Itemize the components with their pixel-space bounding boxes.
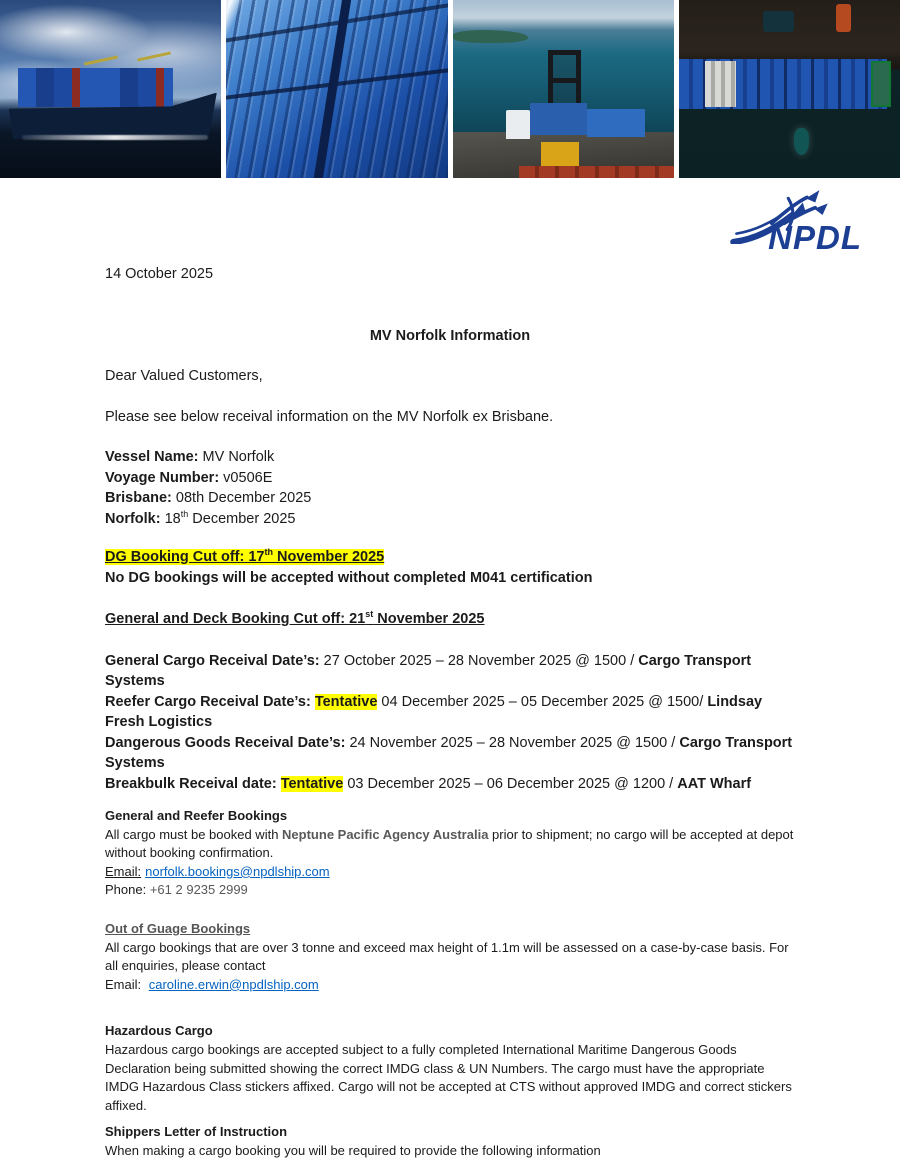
shippers-letter-body: When making a cargo booking you will be required to provide the following information <box>105 1142 601 1158</box>
general-deck-cutoff-ordinal-suffix: st <box>365 609 374 620</box>
reach-stacker-body <box>541 142 579 167</box>
ship-bridge <box>871 61 891 107</box>
email-label: Email: <box>105 976 145 992</box>
receival-label: General Cargo Receival Date’s: <box>105 652 324 669</box>
dg-cutoff-text: DG Booking Cut off: 17 <box>105 549 265 565</box>
brisbane-date-row <box>105 488 795 509</box>
receival-vendor: AAT Wharf <box>677 775 752 792</box>
dg-cutoff-text-rest: November 2025 <box>272 549 385 565</box>
tug-boat <box>794 128 809 155</box>
general-reefer-phone-row <box>105 881 795 900</box>
ship-hatch-covers <box>705 61 736 107</box>
dg-cutoff-block <box>105 547 795 588</box>
vessel-name-value: MV Norfolk <box>198 449 275 465</box>
out-of-gauge-email-row <box>105 976 795 995</box>
ship-crane <box>84 55 118 65</box>
receival-vendor: Cargo Transport Systems <box>105 734 793 771</box>
receival-vendor: Lindsay Fresh Logistics <box>105 693 763 730</box>
orange-crane <box>836 4 851 32</box>
receival-dates: 03 December 2025 – 06 December 2025 @ 1200 / <box>343 775 678 792</box>
general-reefer-email-row <box>105 863 795 882</box>
blue-container-trailer <box>587 109 645 137</box>
receival-row-reefer <box>105 692 795 733</box>
reach-stacker-mast-bar <box>548 78 581 83</box>
receival-dates: 24 November 2025 – 28 November 2025 @ 1500 / <box>349 734 680 751</box>
vessel-details <box>105 447 795 529</box>
receival-dates-block <box>105 651 795 795</box>
receival-row-breakbulk <box>105 774 795 795</box>
receival-label: Dangerous Goods Receival Date’s: <box>105 734 350 751</box>
wharf-truck-reach-stacker-photo <box>453 0 674 178</box>
red-container-roofs <box>519 166 674 178</box>
receival-dates: 04 December 2025 – 05 December 2025 @ 1500/ <box>377 693 708 710</box>
dg-cutoff-note: No DG bookings will be accepted without completed M041 certification <box>105 569 593 586</box>
brisbane-value: 08th December 2025 <box>171 490 312 506</box>
tentative-highlight: Tentative <box>314 693 378 710</box>
blue-container <box>530 103 588 135</box>
dg-cutoff-ordinal-suffix: th <box>264 547 273 558</box>
shippers-letter-heading: Shippers Letter of Instruction <box>105 1124 288 1140</box>
voyage-number-value: v0506E <box>219 469 273 486</box>
body-text: prior to shipment; no cargo will be accepted at depot without booking confirmation. <box>105 826 794 861</box>
bookings-email-link[interactable]: norfolk.bookings@npdlship.com <box>145 863 330 879</box>
tentative-highlight: Tentative <box>280 775 344 792</box>
norfolk-ordinal-suffix: th <box>180 508 189 519</box>
photo-banner <box>0 0 900 178</box>
vessel-name-label: Vessel Name: <box>105 449 199 465</box>
hazardous-cargo-section <box>105 1022 795 1115</box>
hazardous-cargo-body: Hazardous cargo bookings are accepted subject to a fully completed International Maritime Dangerous Goods Declaration being submitted showing the correct IMDG class & UN Numbers. The cargo must have the appropriate IMDG Hazardous Class stickers affixed. Cargo will not be accepted at CTS without approved IMDG and correct stickers affixed. <box>105 1041 792 1113</box>
receival-row-dangerous-goods <box>105 733 795 774</box>
hazardous-cargo-heading: Hazardous Cargo <box>105 1023 213 1039</box>
stacked-blue-containers-photo <box>226 0 447 178</box>
out-of-gauge-body: All cargo bookings that are over 3 tonne and exceed max height of 1.1m will be assessed on a case-by-case basis. For all enquiries, please contact <box>105 939 789 974</box>
vessel-name-row <box>105 447 795 468</box>
salutation: Dear Valued Customers, <box>105 368 263 384</box>
norfolk-value-rest: December 2025 <box>188 510 296 527</box>
receival-label: Breakbulk Receival date: <box>105 775 281 792</box>
truck-cab <box>506 110 530 138</box>
norfolk-date-row <box>105 509 795 530</box>
receival-row-general <box>105 651 795 692</box>
npdl-logo-text: NPDL <box>768 219 862 256</box>
ship-container-stacks <box>18 68 173 107</box>
out-of-gauge-heading: Out of Guage Bookings <box>105 920 251 936</box>
general-deck-cutoff-text-rest: November 2025 <box>373 611 485 627</box>
dg-cutoff-highlight <box>105 549 384 565</box>
shippers-letter-section <box>105 1123 795 1160</box>
wharf-machinery <box>763 11 794 32</box>
general-deck-cutoff-row <box>105 609 795 630</box>
letter-title: MV Norfolk Information <box>369 327 531 344</box>
agency-name: Neptune Pacific Agency Australia <box>282 826 489 842</box>
distant-island <box>453 30 528 42</box>
dg-cutoff-row <box>105 547 795 568</box>
phone-number: +61 2 9235 2999 <box>149 882 248 898</box>
aerial-ship-loading-photo <box>679 0 900 178</box>
letter-date: 14 October 2025 <box>105 266 214 282</box>
brisbane-label: Brisbane: <box>105 490 172 506</box>
norfolk-value: 18 <box>160 510 181 527</box>
general-reefer-body <box>105 826 795 863</box>
npdl-logo <box>732 188 862 254</box>
out-of-gauge-section <box>105 920 795 994</box>
body-text: All cargo must be booked with <box>105 826 283 842</box>
general-deck-cutoff-text: General and Deck Booking Cut off: 21 <box>105 611 366 627</box>
letter-body <box>0 264 900 1161</box>
receival-dates: 27 October 2025 – 28 November 2025 @ 1500 / <box>323 652 639 669</box>
logo-row <box>0 178 900 264</box>
voyage-number-label: Voyage Number: <box>105 469 220 486</box>
oog-email-link[interactable]: caroline.erwin@npdlship.com <box>148 976 319 992</box>
general-deck-cutoff-heading <box>105 611 484 627</box>
receival-label: Reefer Cargo Receival Date’s: <box>105 693 315 710</box>
general-reefer-heading: General and Reefer Bookings <box>105 808 288 823</box>
intro-line: Please see below receival information on the MV Norfolk ex Brisbane. <box>105 408 554 425</box>
norfolk-label: Norfolk: <box>105 510 161 527</box>
bow-wave <box>22 135 208 140</box>
ship-crane <box>137 52 171 62</box>
voyage-number-row <box>105 468 795 489</box>
general-reefer-bookings-section <box>105 807 795 900</box>
phone-label: Phone: <box>105 882 150 898</box>
receival-vendor: Cargo Transport Systems <box>105 652 752 689</box>
email-label: Email: <box>105 863 142 879</box>
container-ship-at-sea-photo <box>0 0 221 178</box>
